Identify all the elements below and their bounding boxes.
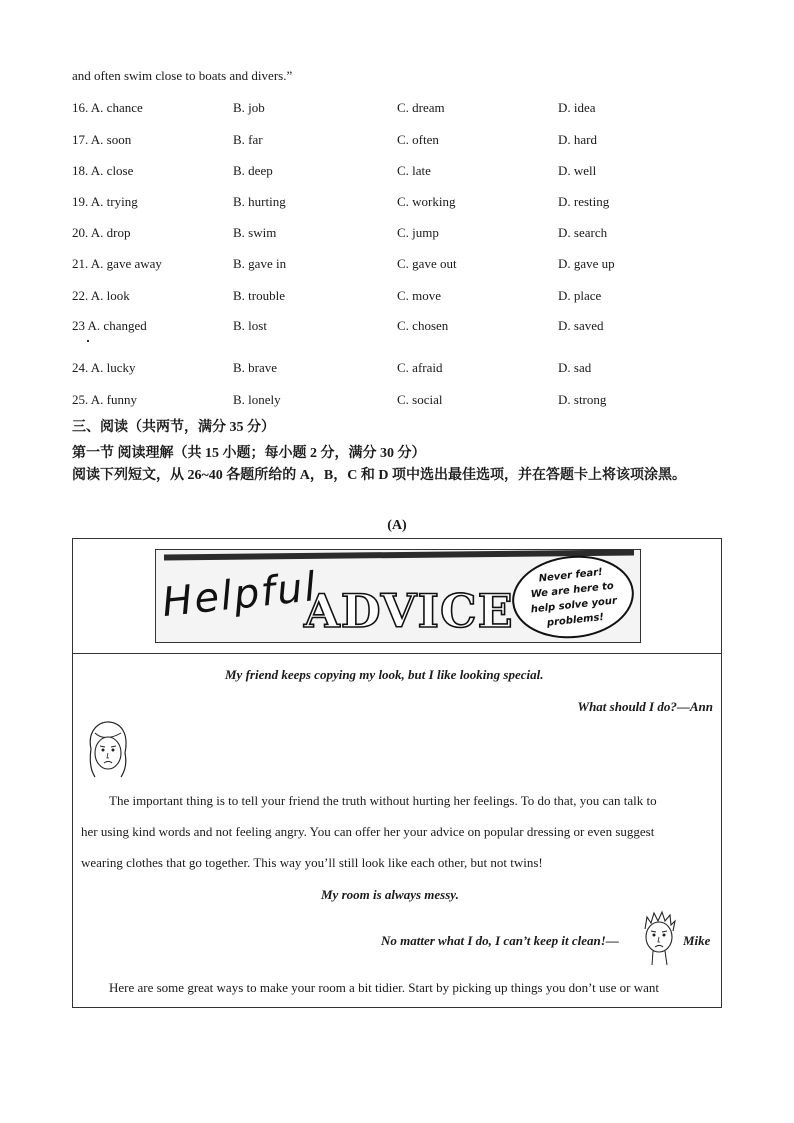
option-c: C. jump [397, 225, 439, 240]
option-a-text: chance [106, 100, 143, 115]
subsection-title: 第一节 阅读理解（共 15 小题；每小题 2 分，满分 30 分） [72, 446, 426, 461]
question-number: 25. A. [72, 392, 104, 407]
option-c: C. late [397, 163, 431, 178]
option-c: C. afraid [397, 360, 443, 375]
banner-advice: ADVICE [304, 584, 514, 638]
letter2-answer-line: Here are some great ways to make your room a bit tidier. Start by picking up things you don’t use or want [109, 980, 659, 995]
option-d: D. idea [558, 100, 596, 115]
option-a-text: close [106, 163, 134, 178]
bubble-text [511, 562, 635, 634]
option-c: C. social [397, 392, 443, 407]
option-d: D. search [558, 225, 608, 240]
option-a [72, 225, 131, 241]
letter1-answer-line: The important thing is to tell your friend the truth without hurting her feelings. To do that, you can talk to [109, 793, 657, 808]
option-a-text: drop [106, 225, 131, 240]
option-a-text: changed [103, 318, 147, 333]
section-title: 三、阅读（共两节，满分 35 分） [72, 420, 275, 435]
option-b: B. lonely [233, 392, 281, 407]
option-c: C. gave out [397, 256, 457, 271]
option-b: B. gave in [233, 256, 287, 271]
question-number: 22. A. [72, 288, 104, 303]
option-d: D. sad [558, 360, 592, 375]
question-number: 21. A. [72, 256, 104, 271]
question-number: 23 A. [72, 318, 101, 333]
letter1-answer-line: wearing clothes that go together. This way you’ll still look like each other, but not twins! [81, 855, 543, 870]
option-b: B. job [233, 100, 265, 115]
option-a [72, 318, 147, 334]
option-c: C. often [397, 132, 439, 147]
option-d: D. place [558, 288, 602, 303]
option-a [72, 132, 131, 148]
question-number: 24. A. [72, 360, 104, 375]
helpful-advice-banner [155, 549, 641, 643]
bubble-line: help solve your [530, 595, 618, 616]
question-number: 19. A. [72, 194, 104, 209]
option-a-text: trying [106, 194, 138, 209]
option-a [72, 100, 143, 116]
question-number: 18. A. [72, 163, 104, 178]
instruction: 阅读下列短文，从 26~40 各题所给的 A，B，C 和 D 项中选出最佳选项，并在答题卡上将该项涂黑。 [72, 468, 686, 483]
advice-box [72, 538, 722, 1008]
option-a-text: funny [106, 392, 138, 407]
option-a [72, 256, 162, 272]
option-d: D. well [558, 163, 597, 178]
option-a-text: soon [106, 132, 132, 147]
option-b: B. trouble [233, 288, 285, 303]
option-a [72, 360, 136, 376]
option-a [72, 288, 130, 304]
bubble-line: We are here to [530, 580, 615, 601]
option-a-text: gave away [106, 256, 162, 271]
question-number: 16. A. [72, 100, 104, 115]
option-d: D. gave up [558, 256, 615, 271]
option-b: B. brave [233, 360, 278, 375]
option-c: C. dream [397, 100, 445, 115]
option-a [72, 194, 138, 210]
passage-label: (A) [387, 518, 407, 533]
option-b: B. hurting [233, 194, 286, 209]
speech-bubble [508, 550, 638, 644]
option-c: C. move [397, 288, 442, 303]
stray-mark [87, 340, 89, 342]
option-a [72, 163, 133, 179]
bubble-line: Never fear! [538, 566, 604, 585]
option-a-text: look [106, 288, 130, 303]
bubble-line: problems! [546, 611, 605, 629]
banner-helpful: Helpful [160, 563, 320, 627]
girl-face-icon [81, 719, 133, 781]
letter2-signoff-name: Mike [683, 933, 711, 948]
letter1-question: My friend keeps copying my look, but I like looking special. [225, 667, 544, 682]
option-d: D. saved [558, 318, 604, 333]
option-d: D. strong [558, 392, 607, 407]
box-divider [73, 653, 721, 654]
letter1-answer-line: her using kind words and not feeling angry. You can offer her your advice on popular dressing or even suggest [81, 824, 655, 839]
option-b: B. deep [233, 163, 273, 178]
option-a [72, 392, 137, 408]
option-d: D. resting [558, 194, 610, 209]
intro-line: and often swim close to boats and divers.” [72, 68, 293, 83]
option-b: B. swim [233, 225, 277, 240]
option-c: C. chosen [397, 318, 449, 333]
question-number: 17. A. [72, 132, 104, 147]
letter1-signoff: What should I do?—Ann [577, 699, 713, 714]
boy-face-icon [637, 909, 681, 967]
option-c: C. working [397, 194, 456, 209]
option-d: D. hard [558, 132, 597, 147]
option-b: B. far [233, 132, 263, 147]
question-number: 20. A. [72, 225, 104, 240]
option-a-text: lucky [106, 360, 136, 375]
letter2-question: My room is always messy. [321, 887, 459, 902]
letter2-signoff-text: No matter what I do, I can’t keep it clean!— [381, 933, 619, 948]
option-b: B. lost [233, 318, 267, 333]
